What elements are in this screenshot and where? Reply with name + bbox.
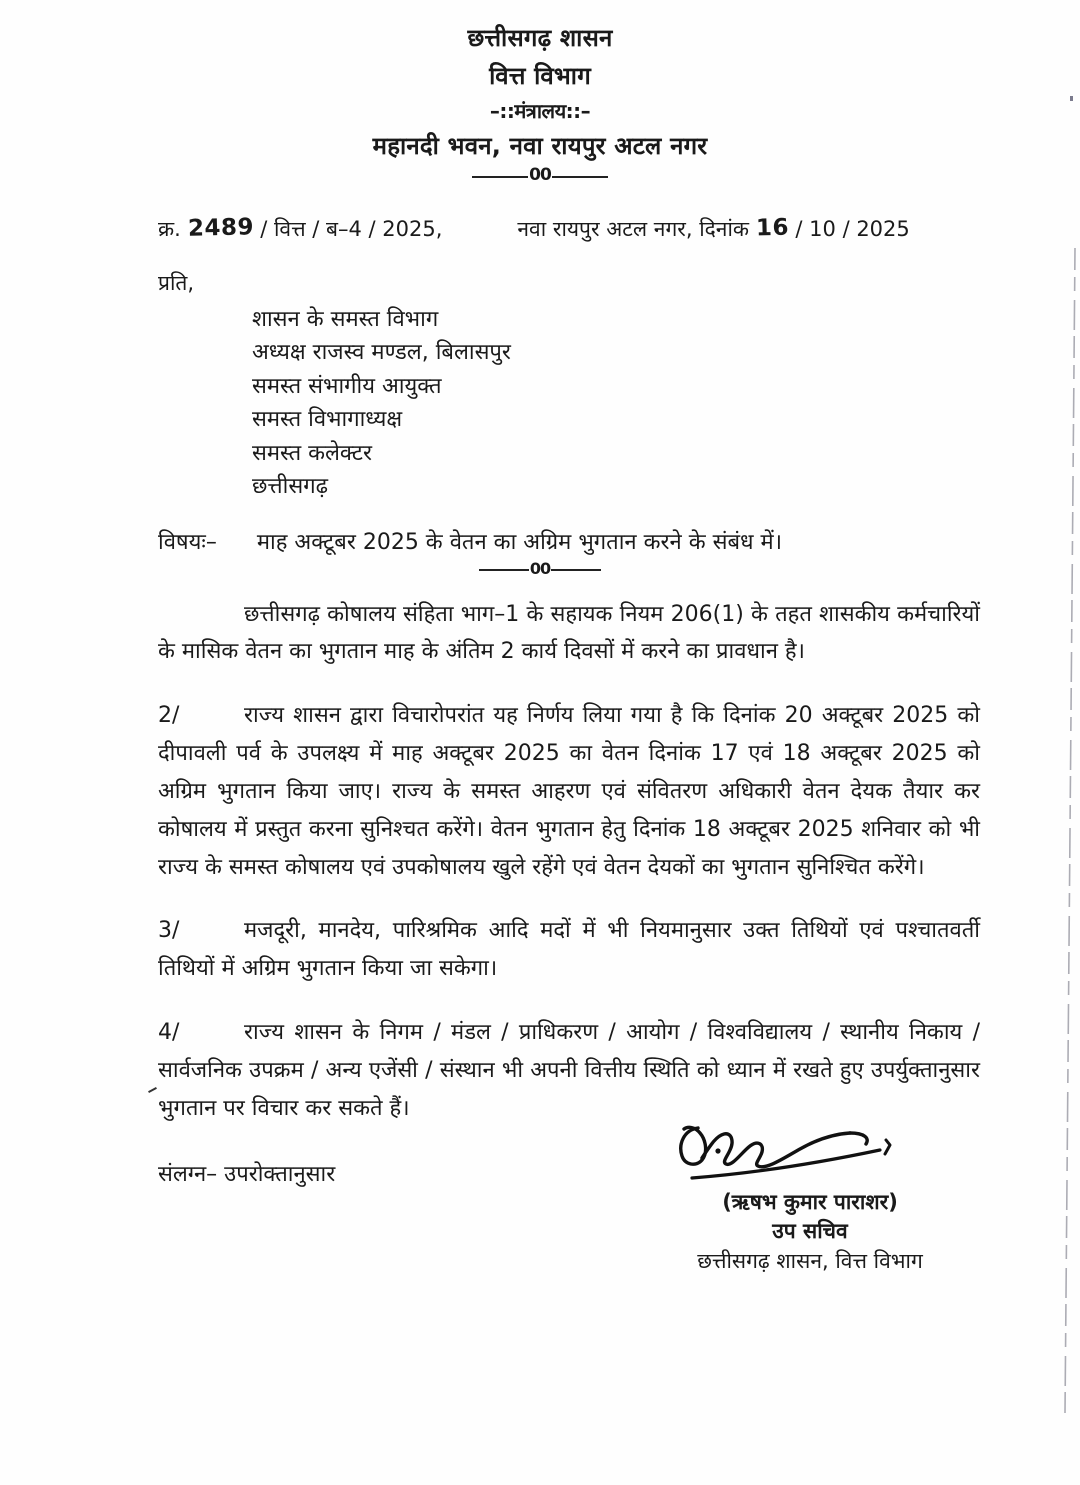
ministry-label: –::मंत्रालय::– <box>489 99 591 123</box>
body-paragraph-3 <box>158 912 980 988</box>
signatory-department: छत्तीसगढ़ शासन, वित्त विभाग <box>697 1249 923 1274</box>
addressee-line: समस्त संभागीय आयुक्त <box>252 373 442 399</box>
ornament-rule-right <box>552 176 608 178</box>
to-label: प्रति, <box>158 271 195 295</box>
reference-prefix: क्र. <box>158 217 181 241</box>
reference-suffix: / वित्त / ब–4 / 2025, <box>260 217 443 241</box>
place-and-date <box>517 215 909 243</box>
subject-ornament <box>0 558 1080 578</box>
header-ornament <box>0 165 1080 185</box>
handwritten-signature-icon <box>600 1116 1020 1188</box>
subject-row <box>0 526 1080 556</box>
addressee-line: शासन के समस्त विभाग <box>252 307 439 332</box>
subject-text: माह अक्टूबर 2025 के वेतन का अग्रिम भुगतान करने के संबंध में। <box>256 529 783 555</box>
date-day-handwritten: 16 <box>755 214 789 242</box>
paragraph-4-number: 4/ <box>158 1020 180 1046</box>
body-paragraph-2 <box>158 697 980 886</box>
signatory-name: (ऋषभ कुमार पाराशर) <box>722 1189 898 1214</box>
reference-row <box>0 215 1080 243</box>
paragraph-4-text: राज्य शासन के निगम / मंडल / प्राधिकरण / आयोग / विश्वविद्यालय / स्थानीय निकाय / सार्वजनिक उपक्रम / अन्य एजेंसी / संस्थान भी अपनी वित्तीय स्थिति को ध्यान में रखते हुए उपर्युक्तानुसार भुगतान पर विचार कर सकते हैं। <box>158 1020 980 1121</box>
subject-label: विषयः– <box>158 529 217 555</box>
signatory-designation: उप सचिव <box>772 1218 848 1243</box>
letterhead <box>0 0 1080 185</box>
ornament-rule-left <box>472 176 528 178</box>
addressee-line: समस्त कलेक्टर <box>252 440 373 466</box>
ornament-rule-left <box>479 569 529 571</box>
addressee-list <box>0 303 1080 504</box>
signature-block <box>600 1116 1020 1277</box>
addressee-line: छत्तीसगढ़ <box>252 474 328 500</box>
department-name: वित्त विभाग <box>489 62 591 90</box>
paragraph-3-text: मजदूरी, मानदेय, पारिश्रमिक आदि मदों में भी नियमानुसार उक्त तिथियों एवं पश्चातवर्ती तिथियों में अग्रिम भुगतान किया जा सकेगा। <box>158 918 980 982</box>
body-paragraph-4 <box>158 1014 980 1127</box>
scan-speck <box>1070 96 1073 101</box>
addressee-line: अध्यक्ष राजस्व मण्डल, बिलासपुर <box>252 340 511 366</box>
addressee-line: समस्त विभागाध्यक्ष <box>252 407 403 433</box>
paragraph-2-text: राज्य शासन द्वारा विचारोपरांत यह निर्णय लिया गया है कि दिनांक 20 अक्टूबर 2025 को दीपावली पर्व के उपलक्ष्य में माह अक्टूबर 2025 का वेतन दिनांक 17 एवं 18 अक्टूबर 2025 को अग्रिम भुगतान किया जाए। राज्य के समस्त आहरण एवं संवितरण अधिकारी वेतन देयक तैयार कर कोषालय में प्रस्तुत करना सुनिश्चत करेंगे। वेतन भुगतान हेतु दिनांक 18 अक्टूबर 2025 शनिवार को भी राज्य के समस्त कोषालय एवं उपकोषालय खुले रहेंगे एवं वेतन देयकों का भुगतान सुनिश्चित करेंगे। <box>158 703 980 880</box>
place-label: नवा रायपुर अटल नगर, दिनांक <box>517 217 750 241</box>
paragraph-2-number: 2/ <box>158 703 180 729</box>
ornament-zeros: 00 <box>529 165 551 185</box>
body-paragraph-1: छत्तीसगढ़ कोषालय संहिता भाग–1 के सहायक नियम 206(1) के तहत शासकीय कर्मचारियों के मासिक वेतन का भुगतान माह के अंतिम 2 कार्य दिवसों में करने का प्रावधान है। <box>158 601 980 665</box>
enclosure-note: संलग्न– उपरोक्तानुसार <box>158 1161 336 1187</box>
reference-number <box>158 215 442 243</box>
ornament-zeros: 00 <box>529 558 551 578</box>
reference-number-handwritten: 2489 <box>187 214 254 242</box>
ornament-rule-right <box>551 569 601 571</box>
organization-name: छत्तीसगढ़ शासन <box>467 24 613 52</box>
paragraph-3-number: 3/ <box>158 918 180 944</box>
closing-section <box>0 1158 1080 1274</box>
office-address: महानदी भवन, नवा रायपुर अटल नगर <box>372 132 708 160</box>
letter-body <box>0 596 1080 1128</box>
date-month-year: / 10 / 2025 <box>795 217 910 241</box>
